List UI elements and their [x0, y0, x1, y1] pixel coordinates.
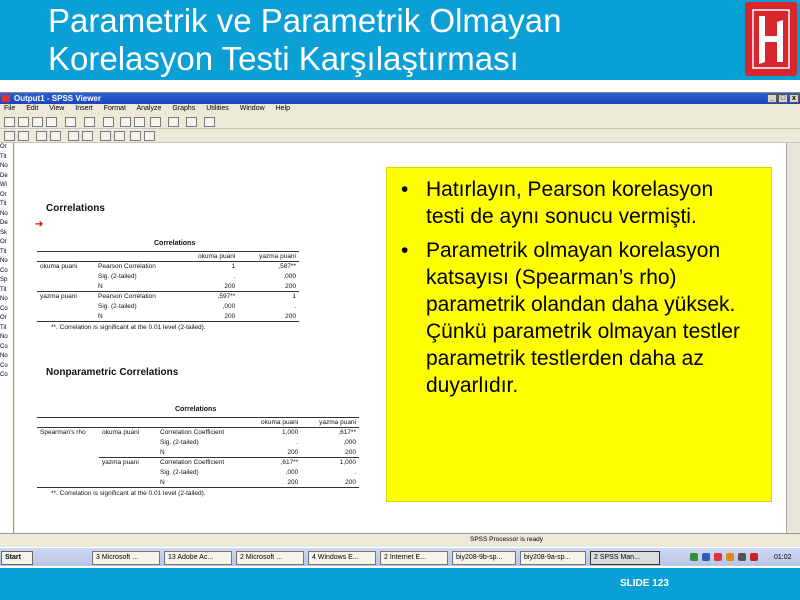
table-row — [37, 282, 299, 292]
clock: 01:02 — [774, 554, 792, 561]
outline-item[interactable]: No — [0, 210, 8, 217]
goto-data-icon[interactable] — [120, 117, 131, 127]
row-statistic: N — [98, 282, 103, 290]
taskbar-button[interactable]: biy208-9a-sp... — [520, 551, 586, 565]
show-icon[interactable] — [100, 131, 111, 141]
table-row — [37, 312, 299, 322]
callout-bullet: • Parametrik olmayan korelasyon katsayısı (Spearman’s rho) parametrik olandan daha yüksek. Çünkü parametrik olmayan testler parametrik testlerden daha az duyarlıdır. — [401, 237, 755, 399]
select-cases-icon[interactable] — [168, 117, 179, 127]
footer-bar — [0, 568, 800, 600]
col-okuma-header: okuma puani — [177, 252, 238, 262]
tray-update-icon[interactable] — [726, 553, 734, 561]
cell-value: . — [233, 273, 236, 280]
outline-item[interactable]: Co — [0, 305, 8, 312]
cell-value: 200 — [238, 312, 299, 322]
outline-item[interactable]: Tit — [0, 248, 7, 255]
row-variable — [37, 312, 95, 322]
table-row — [37, 272, 299, 282]
menu-bar — [0, 104, 800, 114]
goto-case-icon[interactable] — [134, 117, 145, 127]
undo-icon[interactable] — [103, 117, 114, 127]
taskbar-button[interactable]: 13 Adobe Ac... — [164, 551, 232, 565]
row-variable — [99, 448, 157, 458]
outline-item[interactable]: No — [0, 296, 8, 302]
col-okuma-header: okuma puani — [243, 418, 301, 428]
cell-value: 200 — [243, 478, 301, 488]
taskbar-button-active[interactable]: 2 SPSS Man... — [590, 551, 660, 565]
cell-value: 200 — [177, 312, 238, 322]
correlations-heading: Correlations — [46, 203, 105, 214]
menu-analyze[interactable]: Analyze — [136, 105, 162, 112]
cell-value: 200 — [224, 282, 236, 290]
cell-value: ,000 — [222, 303, 236, 310]
row-statistic: N — [160, 448, 165, 456]
university-h-logo — [745, 2, 797, 76]
table-row — [37, 302, 299, 312]
outline-item[interactable]: Or — [0, 191, 7, 198]
outline-item[interactable]: Co — [0, 362, 8, 369]
outline-item[interactable]: Or — [0, 239, 7, 245]
outline-item[interactable]: Or — [0, 315, 7, 321]
back-icon[interactable] — [4, 131, 15, 141]
window-title: Output1 - SPSS Viewer — [14, 94, 101, 103]
spss-app-icon — [2, 95, 10, 102]
menu-edit[interactable]: Edit — [26, 105, 39, 112]
outline-item[interactable]: De — [0, 220, 8, 226]
outline-pane[interactable] — [0, 143, 14, 533]
callout-bullet: • Hatırlayın, Pearson korelasyon testi de aynı sonucu vermişti. — [401, 176, 755, 230]
cell-value: ,597** — [177, 292, 238, 302]
minimize-button[interactable]: _ — [767, 94, 777, 103]
row-statistic: Sig. (2-tailed) — [98, 303, 137, 310]
taskbar-button[interactable]: 3 Microsoft ... — [92, 551, 160, 565]
outline-item[interactable]: Co — [0, 372, 8, 378]
cell-value: ,000 — [343, 439, 356, 446]
callout-list — [401, 176, 755, 399]
row-variable: yazma puani — [37, 292, 95, 302]
row-statistic: Sig. (2-tailed) — [160, 469, 199, 476]
menu-format[interactable]: Format — [103, 105, 126, 112]
outline-item[interactable]: De — [0, 172, 8, 179]
row-variable — [37, 282, 95, 292]
open-icon[interactable] — [4, 117, 15, 127]
outline-item[interactable]: Sp — [0, 277, 8, 283]
tray-app-icon[interactable] — [702, 553, 710, 561]
menu-help[interactable]: Help — [275, 105, 291, 112]
menu-file[interactable]: File — [4, 105, 16, 112]
insert-heading-icon[interactable] — [130, 131, 141, 141]
outline-item[interactable]: Or — [0, 144, 7, 150]
taskbar — [0, 547, 800, 566]
correlations-table-caption: Correlations — [154, 240, 196, 247]
tray-security-icon[interactable] — [714, 553, 722, 561]
correlations-footnote: **. Correlation is significant at the 0.01 level (2-tailed). — [51, 324, 206, 331]
taskbar-button[interactable]: 2 Internet E... — [380, 551, 448, 565]
nonparametric-table — [37, 417, 359, 488]
menu-view[interactable]: View — [49, 105, 65, 112]
row-variable — [99, 438, 157, 448]
outline-item[interactable]: Tit — [0, 201, 7, 207]
promote-icon[interactable] — [36, 131, 47, 141]
row-variable: yazma puani — [99, 458, 157, 468]
table-row — [37, 262, 299, 272]
cell-value: ,000 — [283, 273, 296, 280]
taskbar-button[interactable]: 2 Microsoft ... — [236, 551, 304, 565]
col-yazma-header: yazma puani — [301, 418, 359, 428]
row-statistic: Sig. (2-tailed) — [98, 273, 137, 280]
row-statistic: N — [95, 312, 177, 322]
collapse-icon[interactable] — [82, 131, 93, 141]
print-preview-icon[interactable] — [46, 117, 57, 127]
status-text: SPSS Processor is ready — [470, 536, 543, 543]
cell-value: ,617** — [338, 429, 356, 437]
outline-item[interactable]: Tit — [0, 286, 7, 293]
row-statistic: Correlation Coefficient — [160, 429, 225, 437]
tray-alert-icon[interactable] — [750, 553, 758, 561]
tray-network-icon[interactable] — [690, 553, 698, 561]
menu-graphs[interactable]: Graphs — [172, 105, 196, 112]
taskbar-button[interactable]: 4 Windows E... — [308, 551, 376, 565]
cell-value: ,000 — [285, 469, 299, 476]
row-statistic: N — [157, 478, 243, 488]
nonparametric-table-caption: Correlations — [175, 406, 217, 413]
slide-number: SLIDE 123 — [620, 578, 669, 589]
correlations-table — [37, 251, 299, 322]
outline-item[interactable]: No — [0, 258, 8, 264]
cell-value: 200 — [301, 478, 359, 488]
table-row — [37, 448, 359, 458]
callout-box — [386, 167, 772, 502]
recall-dialog-icon[interactable] — [84, 117, 95, 127]
maximize-button[interactable]: □ — [778, 94, 788, 103]
cell-value: 1 — [231, 263, 236, 271]
outline-item[interactable]: Wi — [0, 182, 7, 188]
nonparametric-heading: Nonparametric Correlations — [46, 367, 179, 378]
main-toolbar — [0, 115, 800, 129]
row-statistic: Pearson Correlation — [95, 292, 177, 302]
slide-title: Parametrik ve Parametrik Olmayan Korelasyon Testi Karşılaştırması — [48, 2, 562, 77]
demote-icon[interactable] — [50, 131, 61, 141]
outline-item[interactable]: No — [0, 334, 8, 340]
cell-value: 1,000 — [301, 458, 359, 468]
cell-value: 200 — [287, 448, 299, 456]
row-variable — [37, 302, 95, 312]
status-bar — [0, 533, 800, 545]
print-icon[interactable] — [32, 117, 43, 127]
table-row — [37, 468, 359, 478]
row-statistic: Sig. (2-tailed) — [160, 439, 199, 446]
menu-insert[interactable]: Insert — [75, 105, 93, 112]
expand-icon[interactable] — [68, 131, 79, 141]
taskbar-button[interactable]: biy208-9b-sp... — [452, 551, 516, 565]
cell-value: 200 — [285, 282, 296, 290]
forward-icon[interactable] — [18, 131, 29, 141]
row-statistic: Correlation Coefficient — [157, 458, 243, 468]
outline-item[interactable]: No — [0, 353, 8, 359]
row-variable: okuma puani — [40, 263, 78, 271]
row-statistic: Pearson Correlation — [98, 263, 156, 271]
table-row — [37, 458, 359, 468]
outline-toolbar — [0, 129, 800, 143]
cell-value: . — [354, 469, 356, 476]
outline-item[interactable]: Tit — [0, 153, 7, 160]
table-row — [37, 478, 359, 488]
menu-window[interactable]: Window — [239, 105, 265, 112]
cell-value: . — [294, 303, 296, 310]
outline-item[interactable]: Co — [0, 343, 8, 350]
window-title-bar — [0, 93, 800, 104]
table-header-row — [37, 418, 359, 428]
title-bar — [0, 0, 800, 80]
export-icon[interactable] — [65, 117, 76, 127]
insert-text-icon[interactable] — [144, 131, 155, 141]
cell-value: ,617** — [243, 458, 301, 468]
outline-item[interactable]: No — [0, 163, 8, 169]
cell-value: ,587** — [278, 263, 296, 271]
save-icon[interactable] — [18, 117, 29, 127]
row-variable — [37, 272, 95, 282]
outline-item[interactable]: Tit — [0, 324, 7, 331]
variables-icon[interactable] — [150, 117, 161, 127]
cell-value: 1,000 — [281, 429, 299, 437]
help-icon[interactable] — [204, 117, 215, 127]
table-row — [37, 438, 359, 448]
chart-icon[interactable] — [186, 117, 197, 127]
method-label: Spearman's rho — [40, 429, 86, 437]
col-yazma-header: yazma puani — [238, 252, 299, 262]
table-row — [37, 292, 299, 302]
menu-utilities[interactable]: Utilities — [206, 105, 229, 112]
hide-icon[interactable] — [114, 131, 125, 141]
table-header-row — [37, 252, 299, 262]
row-variable: okuma puani — [102, 429, 140, 437]
cell-value: . — [296, 439, 299, 446]
nonparametric-footnote: **. Correlation is significant at the 0.01 level (2-tailed). — [51, 490, 206, 497]
current-item-arrow-icon: ➔ — [35, 219, 44, 230]
row-variable — [99, 468, 157, 478]
outline-item[interactable]: Co — [0, 267, 8, 274]
outline-item[interactable]: Sk — [0, 229, 8, 236]
table-row — [37, 428, 359, 438]
start-button[interactable]: Start — [1, 551, 33, 565]
vertical-scrollbar[interactable] — [786, 143, 800, 533]
cell-value: 1 — [238, 292, 299, 302]
close-button[interactable]: x — [789, 94, 799, 103]
row-variable — [99, 478, 157, 488]
tray-volume-icon[interactable] — [738, 553, 746, 561]
cell-value: 200 — [345, 448, 356, 456]
